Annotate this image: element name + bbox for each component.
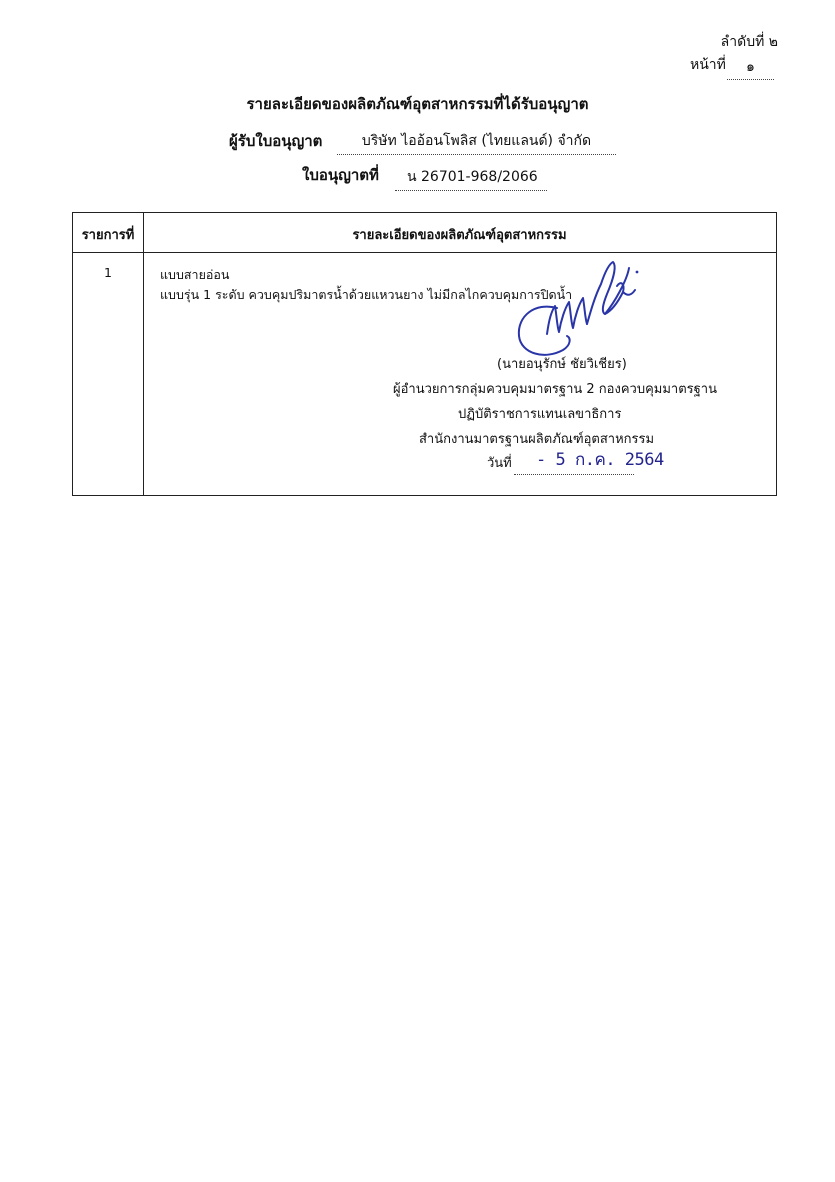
- license-number-value: น 26701-968/2066: [395, 166, 547, 191]
- column-header-item: รายการที่: [81, 228, 135, 243]
- header-divider: [73, 252, 776, 253]
- column-divider: [143, 213, 144, 495]
- product-model-text: แบบรุ่น 1 ระดับ ควบคุมปริมาตรน้ำด้วยแหวนยาง ไม่มีกลไกควบคุมการปิดน้ำ: [160, 287, 573, 302]
- handwritten-signature: [505, 250, 645, 360]
- licensee-name: บริษัท ไออ้อนโพลิส (ไทยแลนด์) จำกัด: [337, 130, 616, 155]
- signer-position-line: สำนักงานมาตรฐานผลิตภัณฑ์อุตสาหกรรม: [419, 432, 655, 447]
- signer-position-line: ผู้อำนวยการกลุ่มควบคุมมาตรฐาน 2 กองควบคุมมาตรฐาน: [393, 382, 717, 397]
- item-number-cell: 1: [104, 265, 112, 280]
- license-number-label: ใบอนุญาตที่: [302, 166, 379, 184]
- page-number-value: ๑: [727, 56, 774, 80]
- page-number-label: หน้าที่: [690, 57, 726, 73]
- date-stamp: - 5 ก.ค. 2564: [514, 446, 634, 475]
- signer-name: (นายอนุรักษ์ ชัยวิเชียร): [497, 357, 627, 372]
- document-title: รายละเอียดของผลิตภัณฑ์อุตสาหกรรมที่ได้รับอนุญาต: [246, 95, 589, 113]
- sequence-number: ลำดับที่ ๒: [720, 34, 778, 50]
- signer-position-line: ปฏิบัติราชการแทนเลขาธิการ: [458, 407, 622, 422]
- product-detail-table: [72, 212, 777, 496]
- column-header-detail: รายละเอียดของผลิตภัณฑ์อุตสาหกรรม: [352, 228, 567, 243]
- date-label: วันที่: [487, 456, 512, 471]
- product-type-text: แบบสายอ่อน: [160, 267, 230, 282]
- licensee-label: ผู้รับใบอนุญาต: [229, 132, 323, 150]
